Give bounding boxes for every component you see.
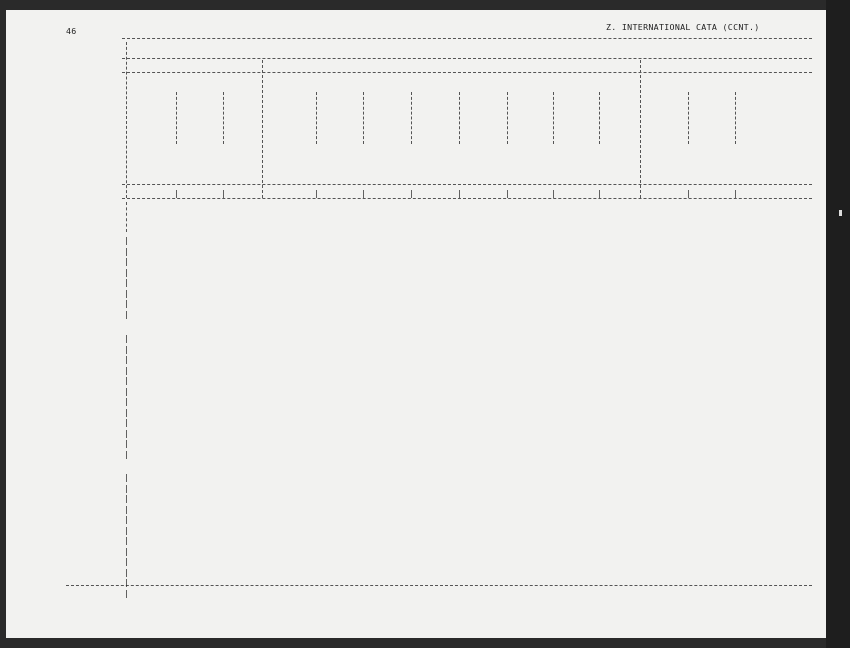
region-divider bbox=[640, 60, 641, 198]
row-stub-bar: | bbox=[124, 375, 129, 385]
stub-rule bbox=[126, 202, 127, 232]
row-stub-bar: | bbox=[124, 566, 129, 577]
row-stub-bar: | bbox=[124, 287, 129, 298]
column-divider bbox=[459, 92, 460, 144]
table-bottom-rule bbox=[66, 585, 812, 586]
row-stub-bar: | bbox=[124, 235, 129, 245]
column-number-divider: | bbox=[686, 188, 691, 198]
row-stub-bar: | bbox=[124, 448, 129, 459]
column-number-divider: | bbox=[174, 188, 179, 198]
table-rule bbox=[122, 198, 812, 199]
column-number-divider: | bbox=[597, 188, 602, 198]
row-stub-bar: | bbox=[124, 493, 129, 503]
row-stub-bar: | bbox=[124, 524, 129, 535]
row-stub-bar: | bbox=[124, 577, 129, 587]
row-stub-bar: | bbox=[124, 245, 129, 256]
row-stub-bar: | bbox=[124, 545, 129, 556]
row-stub-bar: | bbox=[124, 556, 129, 566]
row-stub-bar: | bbox=[124, 308, 129, 319]
row-stub-bar: | bbox=[124, 354, 129, 364]
column-number-divider: | bbox=[551, 188, 556, 198]
row-stub-bar: | bbox=[124, 333, 129, 343]
column-divider bbox=[363, 92, 364, 144]
row-stub-bar: | bbox=[124, 266, 129, 277]
table-rule bbox=[122, 58, 812, 59]
column-number-divider: | bbox=[409, 188, 414, 198]
column-number-divider: | bbox=[733, 188, 738, 198]
edge-mark bbox=[839, 210, 842, 216]
row-stub-bar: | bbox=[124, 385, 129, 396]
column-divider bbox=[599, 92, 600, 144]
row-stub-bar: | bbox=[124, 277, 129, 287]
region-divider bbox=[126, 42, 127, 198]
row-stub-bar: | bbox=[124, 417, 129, 427]
row-stub-bar: | bbox=[124, 482, 129, 493]
row-stub-bar: | bbox=[124, 406, 129, 417]
column-divider bbox=[735, 92, 736, 144]
column-number-divider: | bbox=[457, 188, 462, 198]
row-stub-bar: | bbox=[124, 514, 129, 524]
row-stub-bar: | bbox=[124, 396, 129, 406]
page-number: 46 bbox=[66, 26, 77, 36]
row-stub-bar: | bbox=[124, 343, 129, 354]
column-number-divider: | bbox=[505, 188, 510, 198]
column-number-divider: | bbox=[361, 188, 366, 198]
table-rule bbox=[122, 38, 812, 39]
page-edge bbox=[826, 0, 850, 648]
table-rule bbox=[122, 184, 812, 185]
region-rule bbox=[122, 72, 812, 73]
row-stub-bar: | bbox=[124, 256, 129, 266]
row-stub-bar: | bbox=[124, 298, 129, 308]
row-stub-bar: | bbox=[124, 427, 129, 438]
column-divider bbox=[411, 92, 412, 144]
column-number-divider: | bbox=[314, 188, 319, 198]
running-head: Z. INTERNATIONAL CATA (CCNT.) bbox=[606, 22, 760, 32]
row-stub-bar: | bbox=[124, 503, 129, 514]
column-divider bbox=[688, 92, 689, 144]
column-divider bbox=[223, 92, 224, 144]
row-stub-bar: | bbox=[124, 535, 129, 545]
row-stub-bar: | bbox=[124, 364, 129, 375]
column-divider bbox=[507, 92, 508, 144]
row-stub-bar: | bbox=[124, 587, 129, 598]
column-divider bbox=[176, 92, 177, 144]
row-stub-bar: | bbox=[124, 438, 129, 448]
region-divider bbox=[262, 60, 263, 198]
column-divider bbox=[553, 92, 554, 144]
column-number-divider: | bbox=[221, 188, 226, 198]
document-page bbox=[6, 10, 826, 638]
column-divider bbox=[316, 92, 317, 144]
row-stub-bar: | bbox=[124, 472, 129, 482]
